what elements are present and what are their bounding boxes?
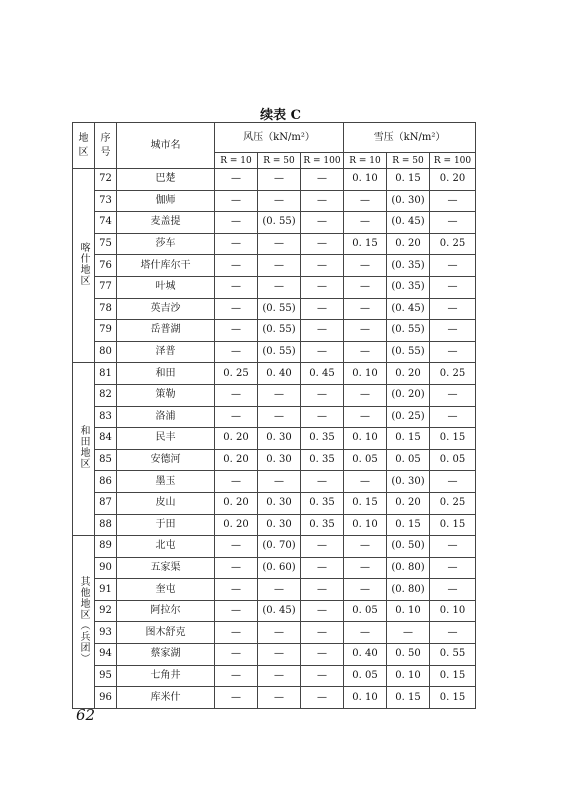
seq-cell: 94 — [95, 644, 117, 666]
seq-cell: 79 — [95, 320, 117, 342]
snow-r10-cell: — — [344, 255, 387, 277]
snow-r50-cell: (0. 50) — [387, 536, 430, 558]
seq-cell: 80 — [95, 341, 117, 363]
city-cell: 库米什 — [117, 687, 215, 709]
snow-r10-cell: 0. 05 — [344, 665, 387, 687]
snow-r100-cell: — — [430, 255, 476, 277]
table-row — [73, 190, 476, 212]
city-cell: 图木舒克 — [117, 622, 215, 644]
snow-r100-cell: 0. 10 — [430, 600, 476, 622]
snow-r100-cell: 0. 05 — [430, 449, 476, 471]
snow-r10-cell: 0. 05 — [344, 600, 387, 622]
seq-cell: 88 — [95, 514, 117, 536]
region-label: 喀什地区 — [78, 241, 89, 286]
wind-r10-cell: 0. 20 — [215, 514, 258, 536]
snow-r50-cell: 0. 15 — [387, 169, 430, 191]
wind-r100-cell: — — [301, 579, 344, 601]
snow-r10-cell: — — [344, 471, 387, 493]
wind-r100-cell: — — [301, 644, 344, 666]
wind-r10-cell: — — [215, 557, 258, 579]
wind-r100-cell: — — [301, 298, 344, 320]
wind-r10-cell: — — [215, 665, 258, 687]
wind-r100-cell: — — [301, 557, 344, 579]
wind-r100-cell: 0. 35 — [301, 492, 344, 514]
city-cell: 五家渠 — [117, 557, 215, 579]
seq-cell: 87 — [95, 492, 117, 514]
wind-r10-cell: — — [215, 212, 258, 234]
snow-r10-cell: 0. 10 — [344, 687, 387, 709]
city-cell: 塔什库尔干 — [117, 255, 215, 277]
snow-r100-cell: 0. 15 — [430, 665, 476, 687]
snow-r100-cell: — — [430, 471, 476, 493]
seq-cell: 73 — [95, 190, 117, 212]
table-row — [73, 384, 476, 406]
seq-cell: 91 — [95, 579, 117, 601]
header-city: 城市名 — [117, 123, 215, 169]
wind-r50-cell: (0. 55) — [258, 341, 301, 363]
snow-r100-cell: — — [430, 276, 476, 298]
snow-r100-cell: — — [430, 406, 476, 428]
seq-cell: 84 — [95, 428, 117, 450]
snow-r10-cell: 0. 10 — [344, 363, 387, 385]
table-row — [73, 557, 476, 579]
table-row — [73, 687, 476, 709]
snow-r50-cell: (0. 20) — [387, 384, 430, 406]
wind-r100-cell: 0. 45 — [301, 363, 344, 385]
hdr-seq-label: 序 号 — [100, 132, 111, 158]
wind-r50-cell: — — [258, 190, 301, 212]
table-row — [73, 492, 476, 514]
wind-r10-cell: — — [215, 536, 258, 558]
wind-r50-cell: — — [258, 665, 301, 687]
wind-r10-cell: — — [215, 600, 258, 622]
wind-r50-cell: — — [258, 471, 301, 493]
city-cell: 叶城 — [117, 276, 215, 298]
region-cell — [73, 363, 95, 536]
table-row — [73, 276, 476, 298]
city-cell: 莎车 — [117, 233, 215, 255]
seq-cell: 89 — [95, 536, 117, 558]
wind-r100-cell: — — [301, 233, 344, 255]
snow-r100-cell: — — [430, 536, 476, 558]
header-snow-r10: R = 10 — [344, 153, 387, 169]
wind-r10-cell: — — [215, 384, 258, 406]
wind-r10-cell: — — [215, 255, 258, 277]
snow-r100-cell: 0. 25 — [430, 492, 476, 514]
city-cell: 和田 — [117, 363, 215, 385]
wind-r10-cell: — — [215, 233, 258, 255]
table-row — [73, 665, 476, 687]
table-title: 续表 C — [260, 108, 301, 123]
table-row — [73, 514, 476, 536]
wind-r50-cell: (0. 55) — [258, 298, 301, 320]
snow-r50-cell: (0. 45) — [387, 298, 430, 320]
city-cell: 皮山 — [117, 492, 215, 514]
snow-r100-cell: 0. 20 — [430, 169, 476, 191]
table-row — [73, 233, 476, 255]
seq-cell: 83 — [95, 406, 117, 428]
wind-r50-cell: 0. 30 — [258, 492, 301, 514]
wind-r10-cell: — — [215, 622, 258, 644]
wind-r10-cell: — — [215, 276, 258, 298]
table-row — [73, 644, 476, 666]
table-row — [73, 622, 476, 644]
table-row — [73, 363, 476, 385]
wind-r50-cell: (0. 55) — [258, 212, 301, 234]
seq-cell: 81 — [95, 363, 117, 385]
seq-cell: 77 — [95, 276, 117, 298]
wind-r100-cell: — — [301, 212, 344, 234]
table-row — [73, 255, 476, 277]
wind-r50-cell: — — [258, 579, 301, 601]
snow-r10-cell: — — [344, 276, 387, 298]
city-cell: 安德河 — [117, 449, 215, 471]
snow-r50-cell: 0. 20 — [387, 233, 430, 255]
snow-r50-cell: (0. 35) — [387, 276, 430, 298]
wind-r100-cell: — — [301, 320, 344, 342]
snow-r50-cell: 0. 20 — [387, 363, 430, 385]
seq-cell: 75 — [95, 233, 117, 255]
snow-r10-cell: — — [344, 320, 387, 342]
city-cell: 七角井 — [117, 665, 215, 687]
snow-r10-cell: — — [344, 298, 387, 320]
wind-r50-cell: (0. 70) — [258, 536, 301, 558]
snow-r10-cell: 0. 05 — [344, 449, 387, 471]
city-cell: 蔡家湖 — [117, 644, 215, 666]
snow-r100-cell: — — [430, 384, 476, 406]
wind-r50-cell: 0. 30 — [258, 514, 301, 536]
snow-r50-cell: (0. 55) — [387, 320, 430, 342]
seq-cell: 90 — [95, 557, 117, 579]
snow-r50-cell: 0. 10 — [387, 600, 430, 622]
table-row — [73, 298, 476, 320]
wind-r100-cell: — — [301, 406, 344, 428]
wind-r50-cell: (0. 45) — [258, 600, 301, 622]
pressure-table — [72, 122, 476, 709]
city-cell: 岳普湖 — [117, 320, 215, 342]
snow-r50-cell: (0. 55) — [387, 341, 430, 363]
header-snow-r100: R = 100 — [430, 153, 476, 169]
wind-r10-cell: — — [215, 341, 258, 363]
snow-r100-cell: — — [430, 557, 476, 579]
wind-r100-cell: — — [301, 169, 344, 191]
table-row — [73, 169, 476, 191]
header-wind: 风压（kN/m²） — [215, 123, 344, 153]
snow-r50-cell: — — [387, 622, 430, 644]
snow-r10-cell: 0. 15 — [344, 233, 387, 255]
wind-r50-cell: — — [258, 384, 301, 406]
wind-r100-cell: 0. 35 — [301, 428, 344, 450]
header-wind-r100: R = 100 — [301, 153, 344, 169]
wind-r100-cell: — — [301, 190, 344, 212]
city-cell: 于田 — [117, 514, 215, 536]
snow-r100-cell: 0. 15 — [430, 687, 476, 709]
snow-r50-cell: (0. 30) — [387, 190, 430, 212]
snow-r100-cell: — — [430, 298, 476, 320]
wind-r100-cell: — — [301, 384, 344, 406]
header-seq — [95, 123, 117, 169]
wind-r100-cell: — — [301, 600, 344, 622]
wind-r50-cell: (0. 60) — [258, 557, 301, 579]
seq-cell: 86 — [95, 471, 117, 493]
wind-r50-cell: 0. 40 — [258, 363, 301, 385]
wind-r10-cell: — — [215, 190, 258, 212]
page-number: 62 — [76, 706, 96, 724]
wind-r100-cell: — — [301, 276, 344, 298]
city-cell: 泽普 — [117, 341, 215, 363]
city-cell: 伽师 — [117, 190, 215, 212]
snow-r50-cell: (0. 35) — [387, 255, 430, 277]
snow-r10-cell: 0. 15 — [344, 492, 387, 514]
wind-r100-cell: — — [301, 687, 344, 709]
snow-r50-cell: 0. 15 — [387, 428, 430, 450]
city-cell: 策勒 — [117, 384, 215, 406]
wind-r50-cell: — — [258, 644, 301, 666]
snow-r100-cell: 0. 55 — [430, 644, 476, 666]
wind-r100-cell: — — [301, 665, 344, 687]
snow-r50-cell: (0. 80) — [387, 557, 430, 579]
snow-r50-cell: 0. 15 — [387, 514, 430, 536]
snow-r10-cell: 0. 10 — [344, 428, 387, 450]
city-cell: 巴楚 — [117, 169, 215, 191]
wind-r100-cell: — — [301, 471, 344, 493]
snow-r10-cell: — — [344, 406, 387, 428]
wind-r50-cell: — — [258, 687, 301, 709]
header-wind-r10: R = 10 — [215, 153, 258, 169]
snow-r10-cell: — — [344, 212, 387, 234]
header-wind-r50: R = 50 — [258, 153, 301, 169]
wind-r10-cell: — — [215, 169, 258, 191]
wind-r10-cell: — — [215, 406, 258, 428]
city-cell: 英吉沙 — [117, 298, 215, 320]
seq-cell: 82 — [95, 384, 117, 406]
snow-r50-cell: 0. 05 — [387, 449, 430, 471]
snow-r10-cell: — — [344, 557, 387, 579]
wind-r10-cell: — — [215, 471, 258, 493]
city-cell: 墨玉 — [117, 471, 215, 493]
wind-r50-cell: — — [258, 169, 301, 191]
seq-cell: 74 — [95, 212, 117, 234]
wind-r50-cell: (0. 55) — [258, 320, 301, 342]
wind-r100-cell: — — [301, 536, 344, 558]
city-cell: 北屯 — [117, 536, 215, 558]
snow-r50-cell: 0. 15 — [387, 687, 430, 709]
snow-r50-cell: 0. 20 — [387, 492, 430, 514]
wind-r10-cell: 0. 20 — [215, 492, 258, 514]
seq-cell: 76 — [95, 255, 117, 277]
hdr-region-label: 地 区 — [78, 132, 89, 158]
region-cell — [73, 536, 95, 709]
seq-cell: 93 — [95, 622, 117, 644]
wind-r10-cell: — — [215, 579, 258, 601]
snow-r10-cell: 0. 10 — [344, 514, 387, 536]
header-snow: 雪压（kN/m²） — [344, 123, 476, 153]
table-row — [73, 212, 476, 234]
wind-r10-cell: — — [215, 320, 258, 342]
table-row — [73, 428, 476, 450]
snow-r50-cell: 0. 10 — [387, 665, 430, 687]
snow-r50-cell: 0. 50 — [387, 644, 430, 666]
city-cell: 洛浦 — [117, 406, 215, 428]
table-row — [73, 320, 476, 342]
wind-r100-cell: 0. 35 — [301, 514, 344, 536]
wind-r10-cell: — — [215, 687, 258, 709]
seq-cell: 72 — [95, 169, 117, 191]
wind-r50-cell: 0. 30 — [258, 428, 301, 450]
wind-r10-cell: 0. 20 — [215, 449, 258, 471]
snow-r50-cell: (0. 45) — [387, 212, 430, 234]
snow-r100-cell: — — [430, 341, 476, 363]
region-label: 其他地区（兵团） — [78, 575, 89, 664]
wind-r10-cell: — — [215, 644, 258, 666]
snow-r100-cell: — — [430, 622, 476, 644]
table-body — [73, 169, 476, 709]
city-cell: 麦盖提 — [117, 212, 215, 234]
seq-cell: 85 — [95, 449, 117, 471]
snow-r10-cell: — — [344, 341, 387, 363]
seq-cell: 78 — [95, 298, 117, 320]
table-row — [73, 471, 476, 493]
seq-cell: 96 — [95, 687, 117, 709]
table-row — [73, 449, 476, 471]
snow-r50-cell: (0. 30) — [387, 471, 430, 493]
table-row — [73, 536, 476, 558]
snow-r10-cell: 0. 40 — [344, 644, 387, 666]
seq-cell: 92 — [95, 600, 117, 622]
table-row — [73, 579, 476, 601]
snow-r100-cell: 0. 15 — [430, 428, 476, 450]
snow-r100-cell: — — [430, 212, 476, 234]
wind-r10-cell: — — [215, 298, 258, 320]
wind-r50-cell: — — [258, 276, 301, 298]
snow-r50-cell: (0. 80) — [387, 579, 430, 601]
region-cell — [73, 169, 95, 363]
table-row — [73, 406, 476, 428]
snow-r100-cell: — — [430, 320, 476, 342]
snow-r10-cell: — — [344, 190, 387, 212]
wind-r50-cell: — — [258, 622, 301, 644]
wind-r100-cell: 0. 35 — [301, 449, 344, 471]
seq-cell: 95 — [95, 665, 117, 687]
wind-r50-cell: — — [258, 255, 301, 277]
snow-r10-cell: 0. 10 — [344, 169, 387, 191]
snow-r100-cell: — — [430, 190, 476, 212]
wind-r10-cell: 0. 25 — [215, 363, 258, 385]
snow-r100-cell: 0. 15 — [430, 514, 476, 536]
table-row — [73, 341, 476, 363]
wind-r100-cell: — — [301, 622, 344, 644]
snow-r100-cell: 0. 25 — [430, 233, 476, 255]
city-cell: 阿拉尔 — [117, 600, 215, 622]
wind-r100-cell: — — [301, 341, 344, 363]
region-label: 和田地区 — [78, 425, 89, 470]
wind-r50-cell: — — [258, 406, 301, 428]
snow-r100-cell: 0. 25 — [430, 363, 476, 385]
snow-r100-cell: — — [430, 579, 476, 601]
snow-r10-cell: — — [344, 384, 387, 406]
header-snow-r50: R = 50 — [387, 153, 430, 169]
snow-r10-cell: — — [344, 536, 387, 558]
wind-r10-cell: 0. 20 — [215, 428, 258, 450]
snow-r10-cell: — — [344, 622, 387, 644]
city-cell: 民丰 — [117, 428, 215, 450]
city-cell: 奎屯 — [117, 579, 215, 601]
snow-r50-cell: (0. 25) — [387, 406, 430, 428]
wind-r50-cell: 0. 30 — [258, 449, 301, 471]
table-row — [73, 600, 476, 622]
wind-r100-cell: — — [301, 255, 344, 277]
snow-r10-cell: — — [344, 579, 387, 601]
wind-r50-cell: — — [258, 233, 301, 255]
header-region — [73, 123, 95, 169]
